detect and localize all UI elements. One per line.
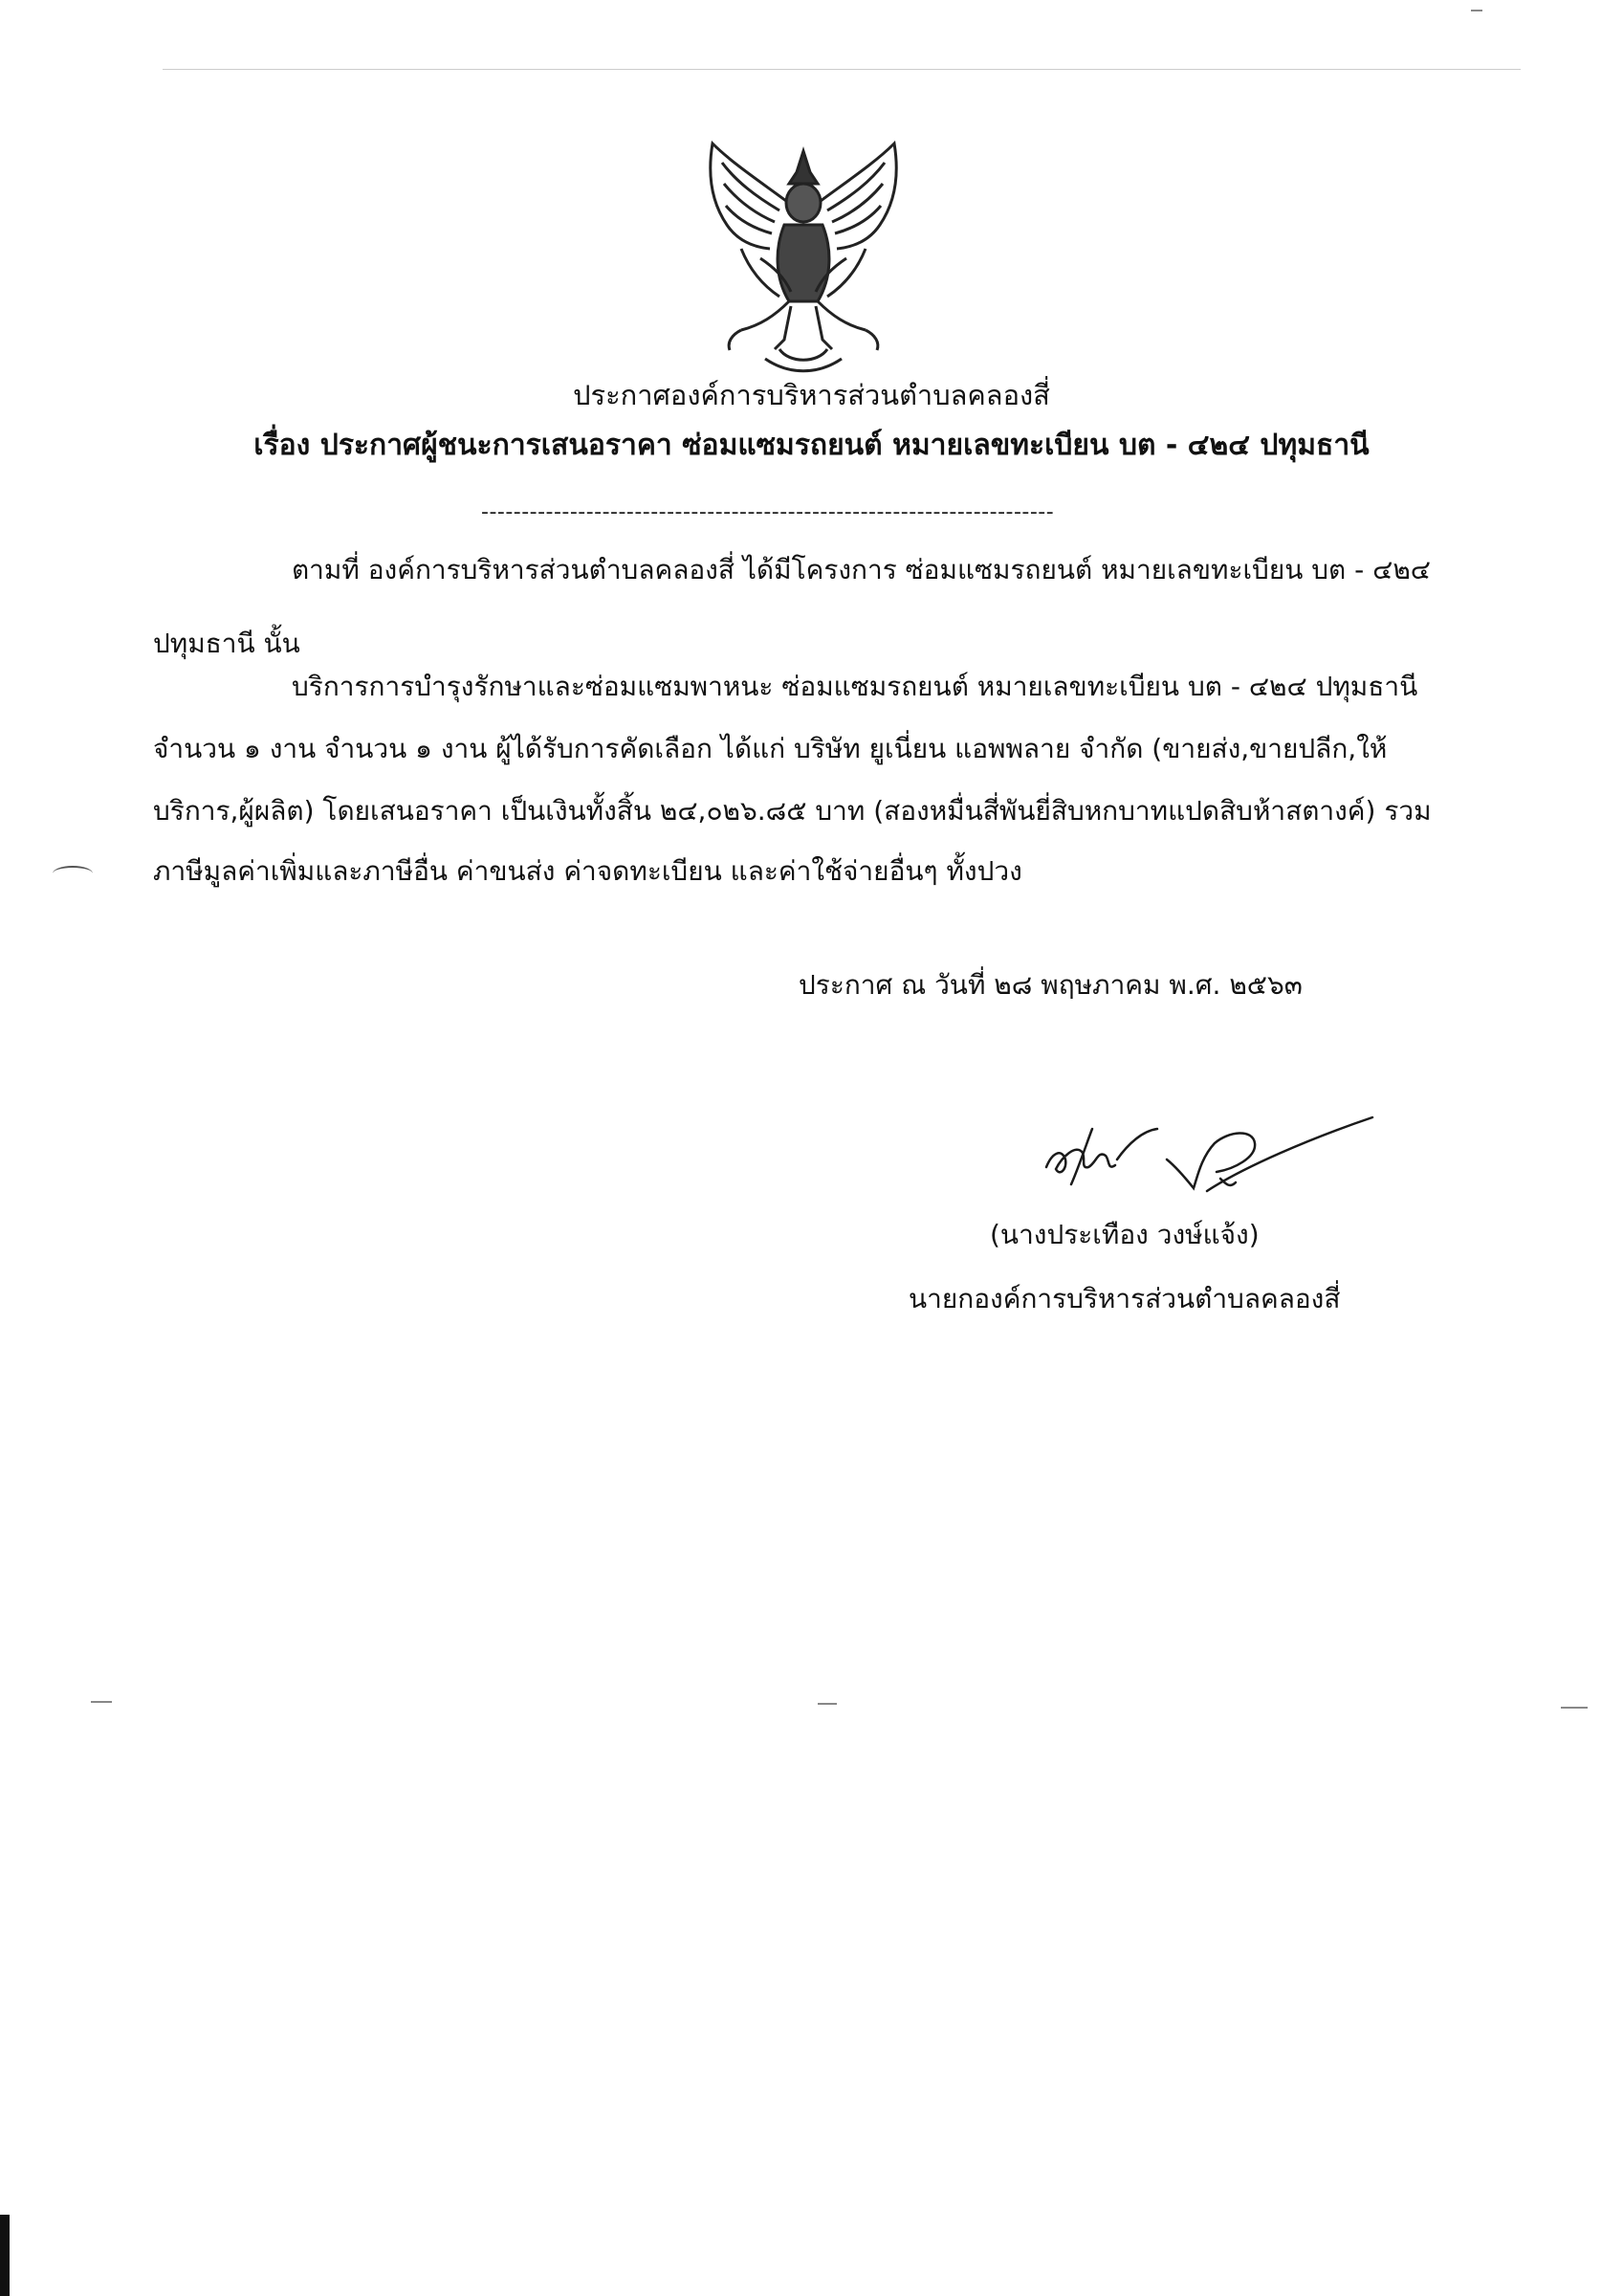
handwritten-signature-icon — [1033, 1100, 1387, 1205]
scan-edge-shadow — [0, 2215, 10, 2296]
scan-mark — [1561, 1707, 1588, 1709]
body-paragraph-line: จำนวน ๑ งาน จำนวน ๑ งาน ผู้ได้รับการคัดเลือก ได้แก่ บริษัท ยูเนี่ยน แอพพลาย จำกัด (ขายส่ง,ขายปลีก,ให้ — [153, 733, 1388, 764]
divider-line: ----------------------------------------------------------------------- — [481, 500, 1055, 524]
announcement-date: ประกาศ ณ วันที่ ๒๘ พฤษภาคม พ.ศ. ๒๕๖๓ — [799, 969, 1303, 1001]
garuda-emblem-icon — [684, 134, 923, 378]
body-paragraph-line: ภาษีมูลค่าเพิ่มและภาษีอื่น ค่าขนส่ง ค่าจดทะเบียน และค่าใช้จ่ายอื่นๆ ทั้งปวง — [153, 855, 1022, 887]
announcement-title: ประกาศองค์การบริหารส่วนตำบลคลองสี่ — [573, 379, 1050, 411]
scan-curve-mark — [53, 866, 93, 881]
scan-mark — [91, 1701, 112, 1703]
scan-fold-line — [163, 69, 1521, 70]
body-paragraph-line: บริการ,ผู้ผลิต) โดยเสนอราคา เป็นเงินทั้งสิ้น ๒๔,๐๒๖.๘๕ บาท (สองหมื่นสี่พันยี่สิบหกบาทแปดสิบห้าสตางค์) รวม — [153, 795, 1432, 827]
scan-mark — [1471, 10, 1482, 11]
announcement-subject: เรื่อง ประกาศผู้ชนะการเสนอราคา ซ่อมแซมรถยนต์ หมายเลขทะเบียน บต - ๔๒๔ ปทุมธานี — [253, 429, 1370, 462]
body-paragraph-line: บริการการบำรุงรักษาและซ่อมแซมพาหนะ ซ่อมแซมรถยนต์ หมายเลขทะเบียน บต - ๔๒๔ ปทุมธานี — [292, 671, 1418, 702]
body-paragraph-line: ตามที่ องค์การบริหารส่วนตำบลคลองสี่ ได้มีโครงการ ซ่อมแซมรถยนต์ หมายเลขทะเบียน บต - ๔๒๔ — [292, 554, 1431, 585]
signatory-position: นายกองค์การบริหารส่วนตำบลคลองสี่ — [909, 1283, 1341, 1314]
signatory-name: (นางประเทือง วงษ์แจ้ง) — [990, 1219, 1260, 1250]
body-paragraph-line: ปทุมธานี นั้น — [153, 628, 300, 659]
scan-mark — [818, 1703, 837, 1705]
